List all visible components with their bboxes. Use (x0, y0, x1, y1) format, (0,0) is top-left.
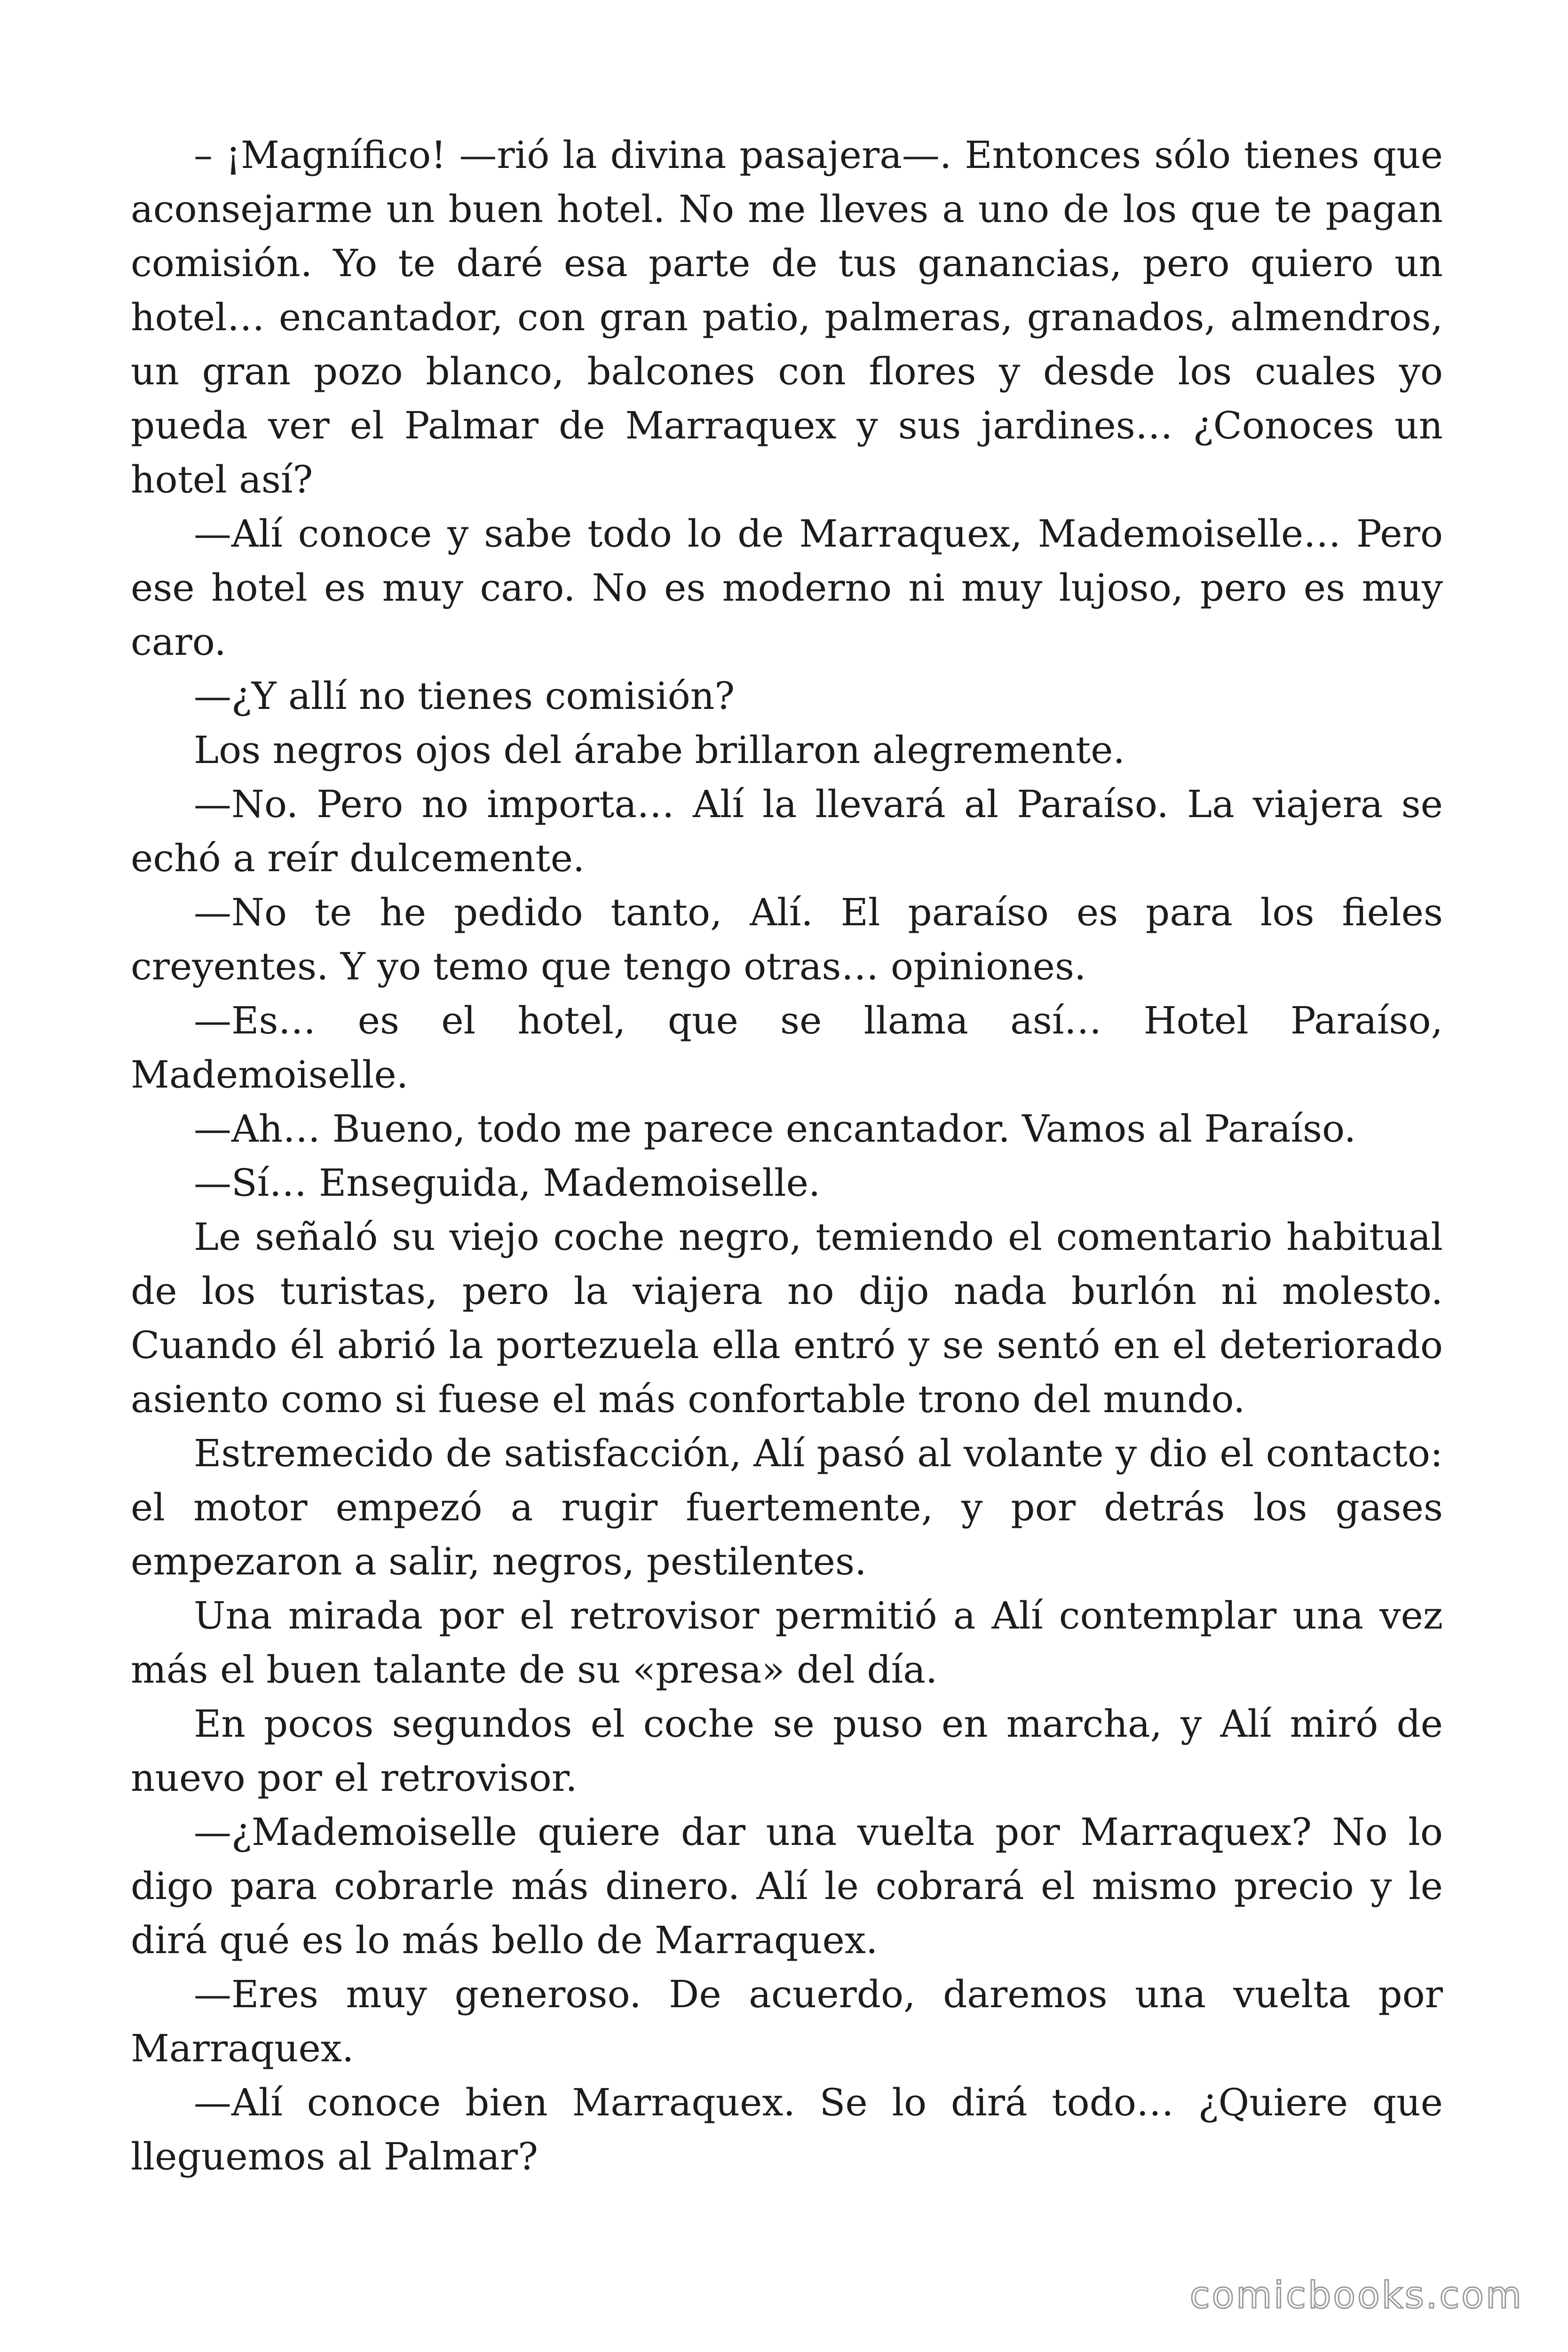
paragraph: Una mirada por el retrovisor permitió a Alí contemplar una vez más el buen talante de su «presa» del día. (131, 1594, 1443, 1692)
paragraph: —Alí conoce bien Marraquex. Se lo dirá todo… ¿Quiere que lleguemos al Palmar? (131, 2081, 1443, 2178)
paragraph: —Eres muy generoso. De acuerdo, daremos una vuelta por Marraquex. (131, 1972, 1443, 2070)
paragraph: —Sí… Enseguida, Mademoiselle. (194, 1161, 821, 1205)
paragraph: —¿Mademoiselle quiere dar una vuelta por Marraquex? No lo digo para cobrarle más dinero. Alí le cobrará el mismo precio y le dirá qué es lo más bello de Marraquex. (131, 1810, 1443, 1962)
paragraph: Los negros ojos del árabe brillaron alegremente. (194, 728, 1125, 772)
paragraph: Le señaló su viejo coche negro, temiendo el comentario habitual de los turistas, pero la viajera no dijo nada burlón ni molesto. Cuando él abrió la portezuela ella entró y se sentó en el deteriorado asiento como si fuese el más confortable trono del mundo. (131, 1215, 1443, 1421)
paragraph: —No. Pero no importa… Alí la llevará al Paraíso. La viajera se echó a reír dulcemente. (131, 782, 1443, 880)
watermark-text: comicbooks.com (1189, 2274, 1523, 2317)
paragraph: —¿Y allí no tienes comisión? (194, 674, 735, 718)
paragraph: —Ah… Bueno, todo me parece encantador. Vamos al Paraíso. (194, 1107, 1356, 1151)
body-text (131, 128, 1443, 2184)
paragraph: —Es… es el hotel, que se llama así… Hotel Paraíso, Mademoiselle. (131, 999, 1443, 1097)
paragraph: —No te he pedido tanto, Alí. El paraíso es para los fieles creyentes. Y yo temo que tengo otras… opiniones. (131, 890, 1443, 988)
paragraph: En pocos segundos el coche se puso en marcha, y Alí miró de nuevo por el retrovisor. (131, 1702, 1443, 1800)
paragraph: —Alí conoce y sabe todo lo de Marraquex, Mademoiselle… Pero ese hotel es muy caro. No es moderno ni muy lujoso, pero es muy caro. (131, 512, 1443, 664)
paragraph: – ¡Magnífico! —rió la divina pasajera—. Entonces sólo tienes que aconsejarme un buen hotel. No me lleves a uno de los que te pagan comisión. Yo te daré esa parte de tus ganancias, pero quiero un hotel… encantador, con gran patio, palmeras, granados, almendros, un gran pozo blanco, balcones con flores y desde los cuales yo pueda ver el Palmar de Marraquex y sus jardines… ¿Conoces un hotel así? (131, 133, 1443, 501)
paragraph: Estremecido de satisfacción, Alí pasó al volante y dio el contacto: el motor empezó a rugir fuertemente, y por detrás los gases empezaron a salir, negros, pestilentes. (131, 1431, 1443, 1583)
